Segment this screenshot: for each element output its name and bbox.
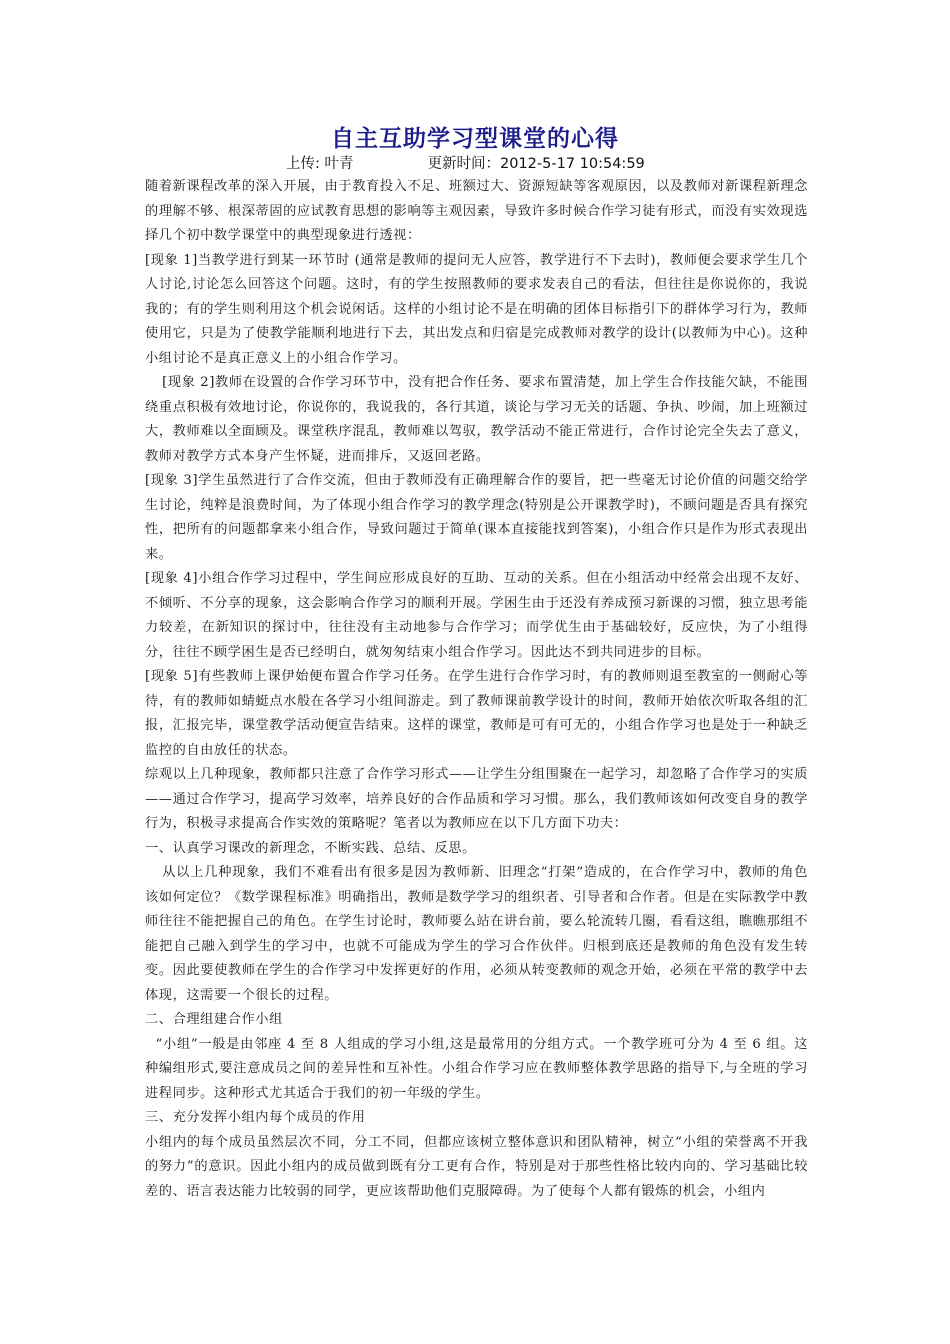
updated-time-text: 更新时间：2012-5-17 10:54:59: [427, 156, 645, 172]
phenomenon-5-paragraph: [现象 5]有些教师上课伊始便布置合作学习任务。在学生进行合作学习时，有的教师则退至教室的一侧耐心等待，有的教师如蜻蜓点水般在各学习小组间游走。到了教师课前教学设计的时间，教师开始依次听取各组的汇报，汇报完毕，课堂教学活动便宣告结束。这样的课堂，教师是可有可无的，小组合作学习也是处于一种缺乏监控的自由放任的状态。: [145, 669, 808, 758]
uploader-text: 上传: 叶青: [286, 156, 354, 172]
section-1-paragraph: 从以上几种现象，我们不难看出有很多是因为教师新、旧理念“打架”造成的，在合作学习中，教师的角色该如何定位？《数学课程标准》明确指出，教师是数学学习的组织者、引导者和合作者。但是在实际教学中教师往往不能把握自己的角色。在学生讨论时，教师要么站在讲台前，要么轮流转几圈，看看这组，瞧瞧那组不能把自己融入到学生的学习中，也就不可能成为学生的学习合作伙伴。归根到底还是教师的角色没有发生转变。因此要使教师在学生的合作学习中发挥更好的作用，必须从转变教师的观念开始，必须在平常的教学中去体现，这需要一个很长的过程。: [145, 865, 808, 1003]
section-3-paragraph: 小组内的每个成员虽然层次不同，分工不同，但都应该树立整体意识和团队精神，树立“小组的荣誉离不开我的努力”的意识。因此小组内的成员做到既有分工更有合作，特别是对于那些性格比较内向的、学习基础比较差的、语言表达能力比较弱的同学，更应该帮助他们克服障碍。为了使每个人都有锻炼的机会，小组内: [145, 1134, 808, 1199]
article-meta: [286, 152, 786, 173]
article-body: [145, 175, 808, 1204]
summary-paragraph: 综观以上几种现象，教师都只注意了合作学习形式——让学生分组围聚在一起学习，却忽略了合作学习的实质——通过合作学习，提高学习效率，培养良好的合作品质和学习习惯。那么，我们教师该如何改变自身的教学行为，积极寻求提高合作实效的策略呢？笔者以为教师应在以下几方面下功夫：: [145, 767, 808, 831]
phenomenon-2-paragraph: [现象 2]教师在设置的合作学习环节中，没有把合作任务、要求布置清楚，加上学生合作技能欠缺，不能围绕重点积极有效地讨论，你说你的，我说我的，各行其道，谈论与学习无关的话题、争执、吵闹，加上班额过大，教师难以全面顾及。课堂秩序混乱，教师难以驾驭，教学活动不能正常进行，合作讨论完全失去了意义，教师对教学方式本身产生怀疑，进而排斥，又返回老路。: [145, 375, 808, 464]
section-2-paragraph: “小组”一般是由邻座 4 至 8 人组成的学习小组,这是最常用的分组方式。一个教学班可分为 4 至 6 组。这种编组形式,要注意成员之间的差异性和互补性。小组合作学习应在教师整体教学思路的指导下,与全班的学习进程同步。这种形式尤其适合于我们的初一年级的学生。: [145, 1036, 808, 1101]
section-3-heading: 三、充分发挥小组内每个成员的作用: [145, 1110, 366, 1125]
section-1-heading: 一、认真学习课改的新理念，不断实践、总结、反思。: [145, 840, 476, 856]
phenomenon-1-paragraph: [现象 1]当教学进行到某一环节时 (通常是教师的提问无人应答，教学进行不下去时)，教师便会要求学生几个人讨论,讨论怎么回答这个问题。这时，有的学生按照教师的要求发表自己的看法，但往往是你说你的，我说我的；有的学生则利用这个机会说闲话。这样的小组讨论不是在明确的团体目标指引下的群体学习行为，教师使用它，只是为了使教学能顺利地进行下去，其出发点和归宿是完成教师对教学的设计(以教师为中心)。这种小组讨论不是真正意义上的小组合作学习。: [145, 252, 808, 366]
page-title: 自主互助学习型课堂的心得: [331, 126, 619, 152]
phenomenon-3-paragraph: [现象 3]学生虽然进行了合作交流，但由于教师没有正确理解合作的要旨，把一些毫无讨论价值的问题交给学生讨论，纯粹是浪费时间，为了体现小组合作学习的教学理念(特别是公开课教学时)，不顾问题是否具有探究性，把所有的问题都拿来小组合作，导致问题过于简单(课本直接能找到答案)，小组合作只是作为形式表现出来。: [145, 473, 808, 562]
intro-paragraph: 随着新课程改革的深入开展，由于教育投入不足、班额过大、资源短缺等客观原因，以及教师对新课程新理念的理解不够、根深蒂固的应试教育思想的影响等主观因素，导致许多时候合作学习徒有形式，而没有实效现选择几个初中数学课堂中的典型现象进行透视：: [145, 179, 808, 243]
phenomenon-4-paragraph: [现象 4]小组合作学习过程中，学生间应形成良好的互助、互动的关系。但在小组活动中经常会出现不友好、不倾听、不分享的现象，这会影响合作学习的顺利开展。学困生由于还没有养成预习新课的习惯，独立思考能力较差，在新知识的探讨中，往往没有主动地参与合作学习；而学优生由于基础较好，反应快，为了小组得分，往往不顾学困生是否已经明白，就匆匆结束小组合作学习。因此达不到共同进步的目标。: [145, 571, 808, 660]
section-2-heading: 二、合理组建合作小组: [145, 1012, 283, 1027]
